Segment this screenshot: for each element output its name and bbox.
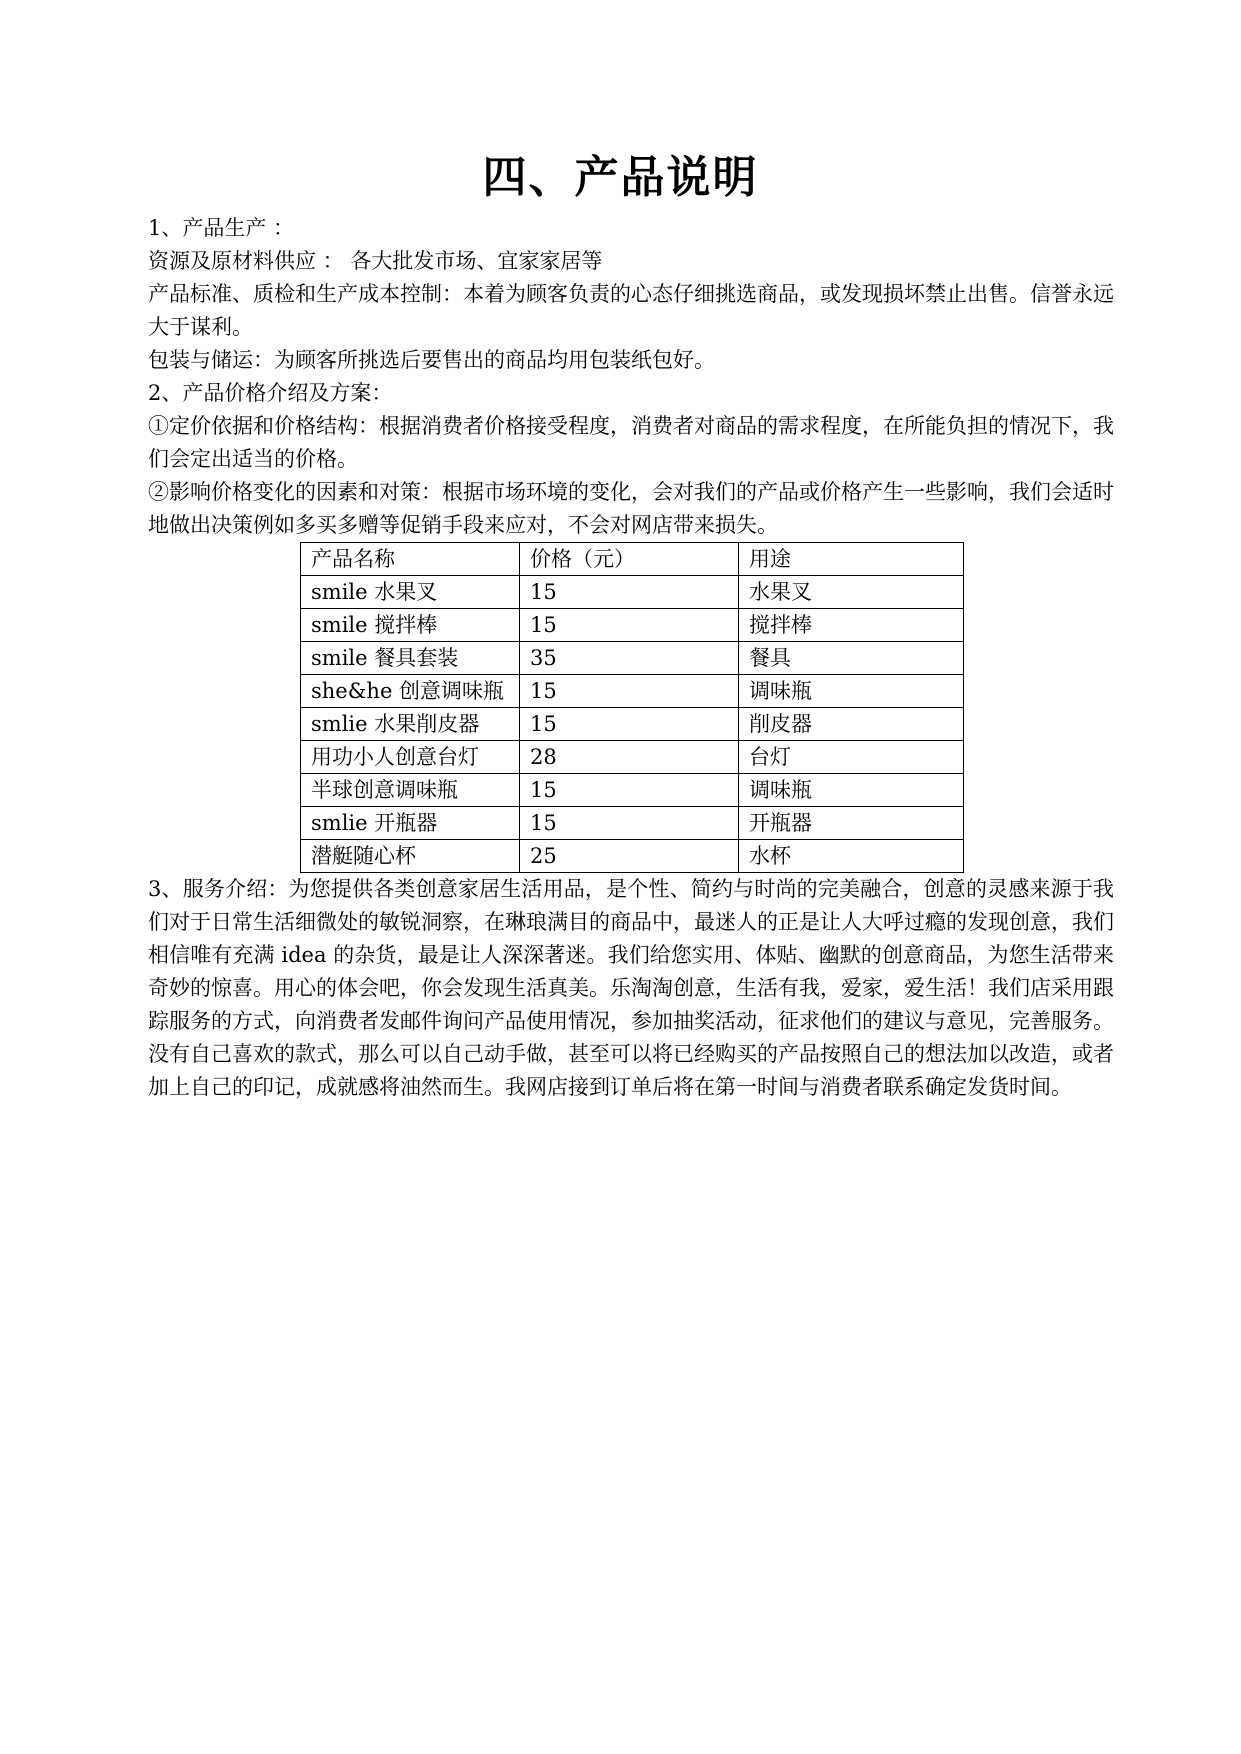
section-3-paragraph: 3、服务介绍：为您提供各类创意家居生活用品，是个性、简约与时尚的完美融合，创意的灵感来源于我们对于日常生活细微处的敏锐洞察，在琳琅满目的商品中，最迷人的正是让人大呼过瘾的发现创意，我们相信唯有充满 idea 的杂货，最是让人深深著迷。我们给您实用、体贴、幽默的创意商品，为您生活带来奇妙的惊喜。用心的体会吧，你会发现生活真美。乐淘淘创意，生活有我，爱家，爱生活！我们店采用跟踪服务的方式，向消费者发邮件询问产品使用情况，参加抽奖活动，征求他们的建议与意见，完善服务。没有自己喜欢的款式，那么可以自己动手做，甚至可以将已经购买的产品按照自己的想法加以改造，或者加上自己的印记，成就感将油然而生。我网店接到订单后将在第一时间与消费者联系确定发货时间。 xyxy=(148,877,1114,1099)
price-cell: 28 xyxy=(520,741,739,774)
product-name-cell: smile 水果叉 xyxy=(301,576,520,609)
product-name-cell: smlie 开瓶器 xyxy=(301,807,520,840)
table-row xyxy=(301,840,964,873)
section-1-paragraph: 包装与储运：为顾客所挑选后要售出的商品均用包装纸包好。 xyxy=(148,348,715,372)
product-name-cell: she&he 创意调味瓶 xyxy=(301,675,520,708)
price-cell: 15 xyxy=(520,774,739,807)
section-1-paragraph: 资源及原材料供应 ： 各大批发市场、宜家家居等 xyxy=(148,249,603,273)
product-name-cell: smile 餐具套装 xyxy=(301,642,520,675)
table-row xyxy=(301,807,964,840)
table-header-row xyxy=(301,543,964,576)
section-1-heading: 1、产品生产 ： xyxy=(148,216,295,240)
usage-cell: 调味瓶 xyxy=(739,774,964,807)
section-2-heading: 2、产品价格介绍及方案： xyxy=(148,381,393,405)
section-2-paragraph: ②影响价格变化的因素和对策：根据市场环境的变化，会对我们的产品或价格产生一些影响，我们会适时地做出决策例如多买多赠等促销手段来应对，不会对网店带来损失。 xyxy=(148,480,1114,537)
header-cell: 产品名称 xyxy=(301,543,520,576)
document-body xyxy=(148,212,1114,1104)
price-cell: 35 xyxy=(520,642,739,675)
price-cell: 25 xyxy=(520,840,739,873)
usage-cell: 水杯 xyxy=(739,840,964,873)
price-cell: 15 xyxy=(520,609,739,642)
usage-cell: 水果叉 xyxy=(739,576,964,609)
header-cell: 用途 xyxy=(739,543,964,576)
table-row xyxy=(301,741,964,774)
table-row xyxy=(301,708,964,741)
product-price-table xyxy=(300,542,964,873)
usage-cell: 调味瓶 xyxy=(739,675,964,708)
product-name-cell: 用功小人创意台灯 xyxy=(301,741,520,774)
product-name-cell: 半球创意调味瓶 xyxy=(301,774,520,807)
section-2-paragraph: ①定价依据和价格结构：根据消费者价格接受程度，消费者对商品的需求程度，在所能负担的情况下，我们会定出适当的价格。 xyxy=(148,414,1114,471)
product-name-cell: smlie 水果削皮器 xyxy=(301,708,520,741)
usage-cell: 台灯 xyxy=(739,741,964,774)
page-title: 四、产品说明 xyxy=(482,152,759,203)
product-name-cell: 潜艇随心杯 xyxy=(301,840,520,873)
product-name-cell: smile 搅拌棒 xyxy=(301,609,520,642)
usage-cell: 削皮器 xyxy=(739,708,964,741)
price-cell: 15 xyxy=(520,708,739,741)
price-cell: 15 xyxy=(520,807,739,840)
table-row xyxy=(301,642,964,675)
table-row xyxy=(301,675,964,708)
table-row xyxy=(301,609,964,642)
usage-cell: 开瓶器 xyxy=(739,807,964,840)
price-cell: 15 xyxy=(520,675,739,708)
price-cell: 15 xyxy=(520,576,739,609)
table-row xyxy=(301,576,964,609)
usage-cell: 搅拌棒 xyxy=(739,609,964,642)
section-1-paragraph: 产品标准、质检和生产成本控制：本着为顾客负责的心态仔细挑选商品，或发现损坏禁止出售。信誉永远大于谋利。 xyxy=(148,282,1114,339)
usage-cell: 餐具 xyxy=(739,642,964,675)
header-cell: 价格（元） xyxy=(520,543,739,576)
table-row xyxy=(301,774,964,807)
